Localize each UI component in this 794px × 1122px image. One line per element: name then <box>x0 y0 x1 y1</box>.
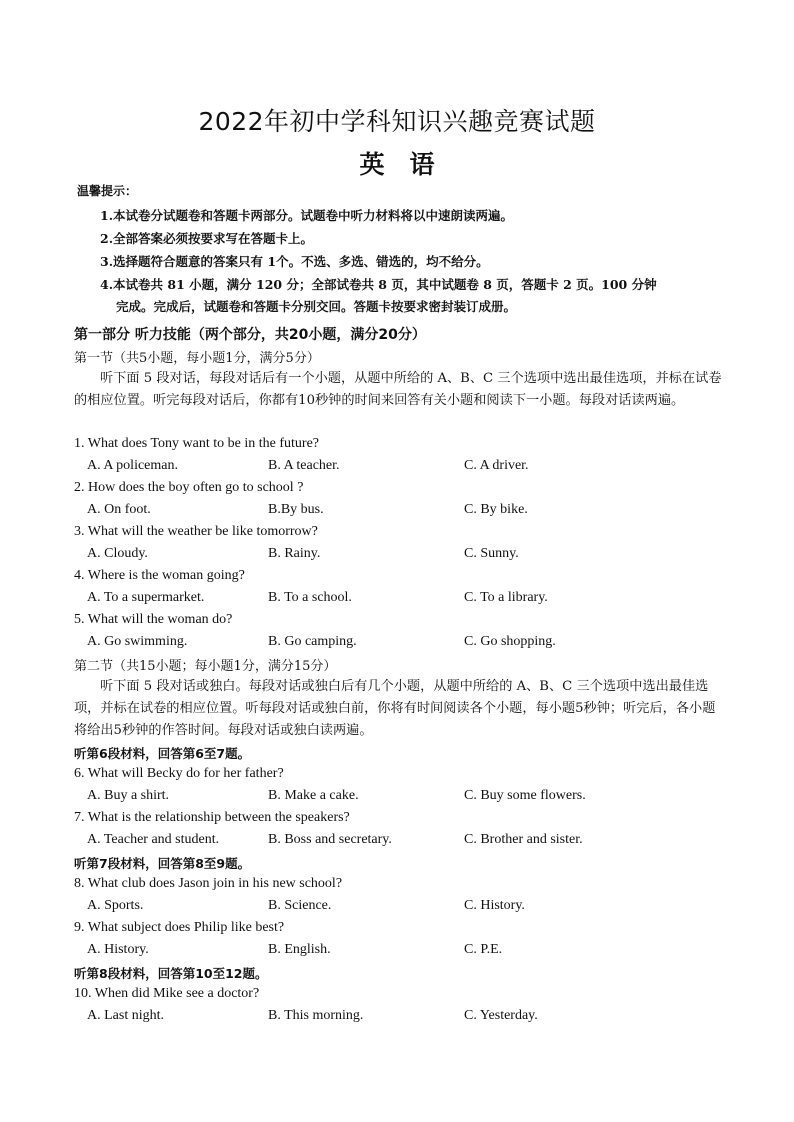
material-7-heading: 听第7段材料，回答第8至9题。 <box>74 856 251 871</box>
section1-heading: 第一节（共5小题，每小题1分，满分5分） <box>74 351 320 366</box>
option-5a: A. Go swimming. <box>87 634 188 649</box>
option-2c: C. By bike. <box>464 502 528 517</box>
question-8: 8. What club does Jason join in his new school? <box>74 876 343 891</box>
option-5c: C. Go shopping. <box>464 634 556 649</box>
notice-item-3: 3.选择题符合题意的答案只有 1个。不选、多选、错选的，均不给分。 <box>100 254 489 269</box>
question-6: 6. What will Becky do for her father? <box>74 766 284 781</box>
instr-line: 听下面 5 段对话或独白。每段对话或独白后有几个小题，从题中所给的 A、B、C 三个选项中选出最佳 <box>100 679 696 694</box>
instr-line: 选项，并标在试卷的相应位置。听每段对话或独白前，你将有时间阅读各个小题，每小题5秒钟；听完后， <box>74 679 709 716</box>
option-1c: C. A driver. <box>464 458 529 473</box>
question-5: 5. What will the woman do? <box>74 612 233 627</box>
option-4a: A. To a supermarket. <box>87 590 205 605</box>
option-1a: A. A policeman. <box>87 458 178 473</box>
section1-instructions <box>74 368 722 412</box>
option-6c: C. Buy some flowers. <box>464 788 586 803</box>
instr-line: 听下面 5 段对话，每段对话后有一个小题，从题中所给的 A、B、C 三个选项中选出最佳选项，并标在 <box>100 371 696 386</box>
option-10c: C. Yesterday. <box>464 1008 538 1023</box>
option-8b: B. Science. <box>268 898 332 913</box>
option-3a: A. Cloudy. <box>87 546 148 561</box>
option-4c: C. To a library. <box>464 590 548 605</box>
notice-item-1: 1.本试卷分试题卷和答题卡两部分。试题卷中听力材料将以中速朗读两遍。 <box>100 208 514 223</box>
notice-item-4-continued: 完成。完成后，试题卷和答题卡分别交回。答题卡按要求密封装订成册。 <box>116 299 517 314</box>
question-7: 7. What is the relationship between the speakers? <box>74 810 350 825</box>
option-7c: C. Brother and sister. <box>464 832 583 847</box>
option-7b: B. Boss and secretary. <box>268 832 392 847</box>
exam-subject: 英 语 <box>359 150 435 179</box>
option-6b: B. Make a cake. <box>268 788 359 803</box>
exam-title: 2022年初中学科知识兴趣竞赛试题 <box>198 107 596 136</box>
question-1: 1. What does Tony want to be in the future? <box>74 436 319 451</box>
notice-item-4: 4.本试卷共 81 小题，满分 120 分；全部试卷共 8 页，其中试题卷 8 页，答题卡 2 页。100 分钟 <box>100 277 657 292</box>
option-9b: B. English. <box>268 942 331 957</box>
question-3: 3. What will the weather be like tomorrow? <box>74 524 318 539</box>
option-10b: B. This morning. <box>268 1008 364 1023</box>
option-9c: C. P.E. <box>464 942 503 957</box>
option-1b: B. A teacher. <box>268 458 340 473</box>
part1-heading: 第一部分 听力技能（两个部分，共20小题，满分20分） <box>74 327 426 343</box>
option-9a: A. History. <box>87 942 149 957</box>
option-5b: B. Go camping. <box>268 634 357 649</box>
option-2a: A. On foot. <box>87 502 151 517</box>
material-6-heading: 听第6段材料，回答第6至7题。 <box>74 746 251 761</box>
option-6a: A. Buy a shirt. <box>87 788 170 803</box>
option-10a: A. Last night. <box>87 1008 164 1023</box>
question-9: 9. What subject does Philip like best? <box>74 920 285 935</box>
option-3b: B. Rainy. <box>268 546 321 561</box>
question-10: 10. When did Mike see a doctor? <box>74 986 260 1001</box>
instr-line: 试卷的相应位置。听完每段对话后，你都有10秒钟的时间来回答有关小题和阅读下一小题。每段对话读两 <box>74 371 722 408</box>
option-3c: C. Sunny. <box>464 546 519 561</box>
notice-item-2: 2.全部答案必须按要求写在答题卡上。 <box>100 231 314 246</box>
section2-heading: 第二节（共15小题；每小题1分，满分15分） <box>74 659 337 674</box>
notice-heading: 温馨提示： <box>77 184 138 198</box>
option-2b: B.By bus. <box>268 502 324 517</box>
material-8-heading: 听第8段材料，回答第10至12题。 <box>74 966 268 981</box>
instr-line: 各小题将给出5秒钟的作答时间。每段对话或独白读两遍。 <box>74 701 716 738</box>
instr-line: 遍。 <box>657 393 685 408</box>
option-8a: A. Sports. <box>87 898 144 913</box>
option-4b: B. To a school. <box>268 590 352 605</box>
section2-instructions <box>74 676 722 742</box>
option-8c: C. History. <box>464 898 525 913</box>
question-4: 4. Where is the woman going? <box>74 568 245 583</box>
option-7a: A. Teacher and student. <box>87 832 220 847</box>
question-2: 2. How does the boy often go to school ? <box>74 480 304 495</box>
